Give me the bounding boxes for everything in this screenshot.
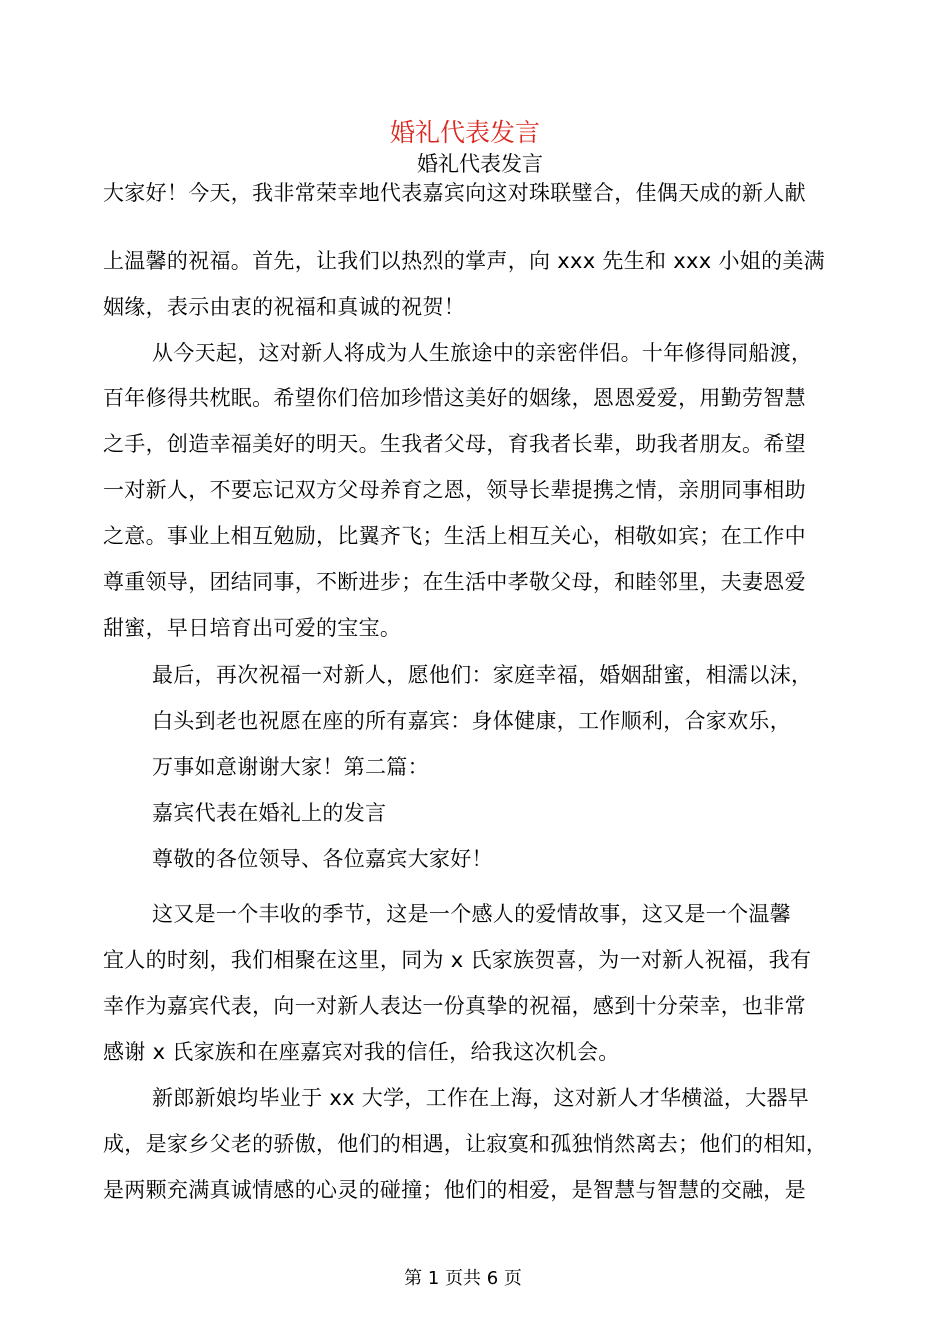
body-line: 感谢 x 氏家族和在座嘉宾对我的信任，给我这次机会。 bbox=[103, 1040, 620, 1064]
body-line: 最后，再次祝福一对新人，愿他们：家庭幸福，婚姻甜蜜，相濡以沫， bbox=[152, 663, 813, 687]
body-line: 万事如意谢谢大家！第二篇： bbox=[152, 755, 429, 779]
document-title: 婚礼代表发言 bbox=[417, 152, 543, 176]
document-heading-red: 婚礼代表发言 bbox=[389, 118, 540, 147]
body-line: 之意。事业上相互勉励，比翼齐飞；生活上相互关心，相敬如宾；在工作中 bbox=[103, 524, 806, 548]
body-line: 一对新人，不要忘记双方父母养育之恩，领导长辈提携之情，亲朋同事相助 bbox=[103, 478, 806, 502]
body-line: 大家好！今天，我非常荣幸地代表嘉宾向这对珠联璧合，佳偶天成的新人献 bbox=[103, 181, 806, 205]
body-line: 百年修得共枕眠。希望你们倍加珍惜这美好的姻缘，恩恩爱爱，用勤劳智慧 bbox=[103, 386, 806, 410]
body-line: 宜人的时刻，我们相聚在这里，同为 x 氏家族贺喜，为一对新人祝福，我有 bbox=[103, 948, 812, 972]
body-line: 新郎新娘均毕业于 xx 大学，工作在上海，这对新人才华横溢，大器早 bbox=[152, 1086, 810, 1110]
body-line: 尊敬的各位领导、各位嘉宾大家好！ bbox=[152, 847, 493, 871]
body-line: 成，是家乡父老的骄傲，他们的相遇，让寂寞和孤独悄然离去；他们的相知， bbox=[103, 1132, 828, 1156]
body-line: 尊重领导，团结同事，不断进步；在生活中孝敬父母，和睦邻里，夫妻恩爱 bbox=[103, 570, 806, 594]
body-line: 上温馨的祝福。首先，让我们以热烈的掌声，向 xxx 先生和 xxx 小姐的美满 bbox=[103, 249, 825, 273]
body-line: 这又是一个丰收的季节，这是一个感人的爱情故事，这又是一个温馨 bbox=[152, 902, 791, 926]
body-line: 甜蜜，早日培育出可爱的宝宝。 bbox=[103, 616, 402, 640]
body-line: 嘉宾代表在婚礼上的发言 bbox=[152, 801, 387, 825]
body-line: 从今天起，这对新人将成为人生旅途中的亲密伴侣。十年修得同船渡， bbox=[152, 341, 813, 365]
body-line: 白头到老也祝愿在座的所有嘉宾：身体健康，工作顺利，合家欢乐， bbox=[152, 709, 791, 733]
body-line: 之手，创造幸福美好的明天。生我者父母，育我者长辈，助我者朋友。希望 bbox=[103, 432, 806, 456]
body-line: 姻缘，表示由衷的祝福和真诚的祝贺！ bbox=[103, 295, 466, 319]
body-line: 幸作为嘉宾代表，向一对新人表达一份真挚的祝福，感到十分荣幸，也非常 bbox=[103, 994, 806, 1018]
page-number: 第 1 页共 6 页 bbox=[404, 1268, 522, 1289]
body-line: 是两颗充满真诚情感的心灵的碰撞；他们的相爱，是智慧与智慧的交融，是 bbox=[103, 1178, 806, 1202]
